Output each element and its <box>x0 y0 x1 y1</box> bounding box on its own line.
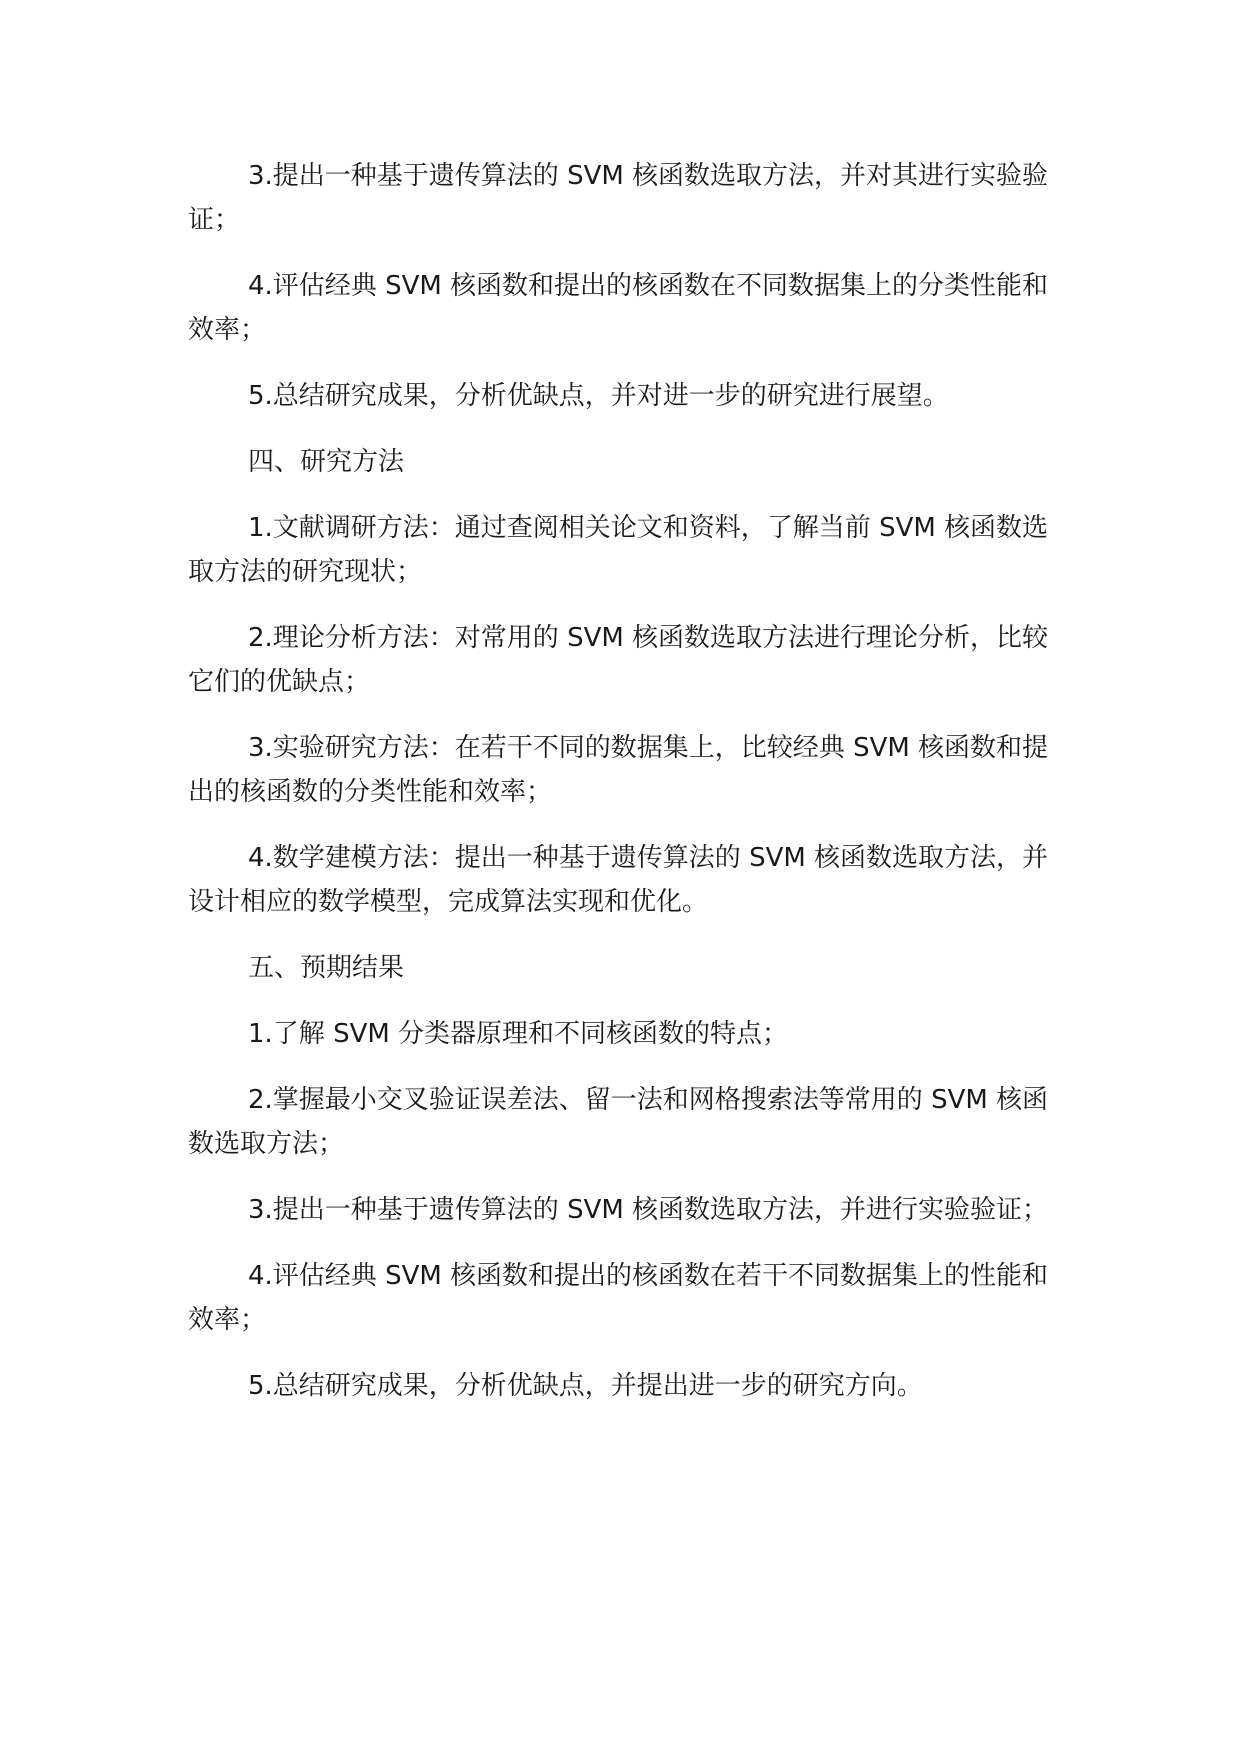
document-body <box>188 154 1050 1430</box>
list-item: 2.掌握最小交叉验证误差法、留一法和网格搜索法等常用的 SVM 核函数选取方法； <box>188 1085 1049 1159</box>
list-item: 3.提出一种基于遗传算法的 SVM 核函数选取方法，并进行实验验证； <box>248 1195 1049 1225</box>
section-heading-expected-results: 五、预期结果 <box>248 953 405 983</box>
section-heading-methods: 四、研究方法 <box>248 447 405 477</box>
list-item: 2.理论分析方法：对常用的 SVM 核函数选取方法进行理论分析，比较它们的优缺点； <box>188 623 1049 697</box>
list-item: 4.评估经典 SVM 核函数和提出的核函数在若干不同数据集上的性能和效率； <box>188 1261 1049 1335</box>
list-item: 4.数学建模方法：提出一种基于遗传算法的 SVM 核函数选取方法，并设计相应的数学模型，完成算法实现和优化。 <box>188 843 1049 917</box>
list-item: 3.提出一种基于遗传算法的 SVM 核函数选取方法，并对其进行实验验证； <box>188 161 1049 235</box>
list-item: 1.文献调研方法：通过查阅相关论文和资料，了解当前 SVM 核函数选取方法的研究现状； <box>188 513 1049 587</box>
list-item: 3.实验研究方法：在若干不同的数据集上，比较经典 SVM 核函数和提出的核函数的分类性能和效率； <box>188 733 1049 807</box>
list-item: 5.总结研究成果，分析优缺点，并对进一步的研究进行展望。 <box>248 381 949 411</box>
list-item: 5.总结研究成果，分析优缺点，并提出进一步的研究方向。 <box>248 1371 923 1401</box>
list-item: 1.了解 SVM 分类器原理和不同核函数的特点； <box>248 1019 789 1049</box>
list-item: 4.评估经典 SVM 核函数和提出的核函数在不同数据集上的分类性能和效率； <box>188 271 1049 345</box>
